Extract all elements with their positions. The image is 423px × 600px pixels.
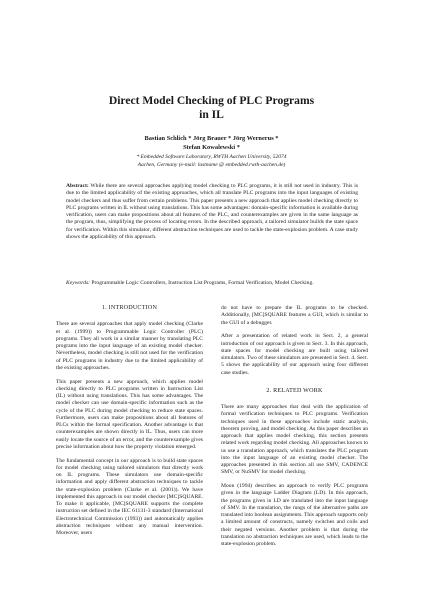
abstract-text: While there are several approaches applying model checking to PLC programs, it is still not used in industry. This is due to the limited applicability of the existing approaches, which all translate PLC programs into the input languages of existing model checkers and thus suffer from certain problems. This paper presents a new approach that applies model checking directly to PLC programs written in IL without using translations. This has some advantages: domain-specific information is available during verification, users can make propositions about all features of the PLC, and counterexamples are given in the same language as the program, thus, simplifying the process of locating errors. In the described approach, a tailored simulator builds the state space for verification. Within this simulator, different abstraction techniques are used to tackle the state-explosion problem. A case study shows the applicability of this approach. (66, 183, 358, 241)
keywords-label: Keywords: (66, 280, 91, 286)
left-column (56, 305, 203, 544)
intro-paragraph-3: The fundamental concept in our approach is to build state spaces for model checking using tailored simulators that directly work on IL programs. These simulators use domain-specific information and apply different abstraction techniques to tackle the state-explosion problem (Clarke et al. (2001)). We have implemented this approach in our model checker [MC]SQUARE. To make it applicable, [MC]SQUARE supports the complete instruction set defined in the IEC 61131-3 standard (International Electrotechnical Commission (1993)) and automatically applies abstraction techniques without any manual intervention. Moreover, users (56, 457, 203, 537)
title-line-1: Direct Model Checking of PLC Programs (108, 94, 315, 107)
affiliation (0, 154, 423, 169)
intro-paragraph-4: do not have to prepare the IL programs to be checked. Additionally, [MC]SQUARE features a GUI, which is similar to the GUI of a debugger. (221, 305, 368, 326)
keywords (66, 280, 358, 287)
abstract-label: Abstract: (66, 183, 89, 189)
intro-paragraph-1: There are several approaches that apply model checking (Clarke et al. (1999)) to Programmable Logic Controller (PLC) programs. They all work in a similar manner by translating PLC programs into the input language of an existing model checker. Nevertheless, model checking is still not used for the verification of PLC programs in industry due to the limited applicability of the existing approaches. (56, 321, 203, 371)
title-line-2: in IL (199, 108, 224, 121)
intro-paragraph-2: This paper presents a new approach, which applies model checking directly to PLC programs written in Instruction List (IL) without using translations. This has some advantages. The model checker can use domain-specific information such as the cycle of the PLC during model checking to reduce state spaces. Furthermore, users can make propositions about all features of PLCs within the formal specification. Another advantage is that counterexamples are shown directly in IL. Thus, users can more easily locate the source of an error, and the counterexample gives precise information about how the property violation emerged. (56, 378, 203, 450)
paper-title (0, 94, 423, 122)
affiliation-line-1: * Embedded Software Laboratory, RWTH Aachen University, 52074 (136, 154, 287, 160)
right-column (221, 305, 368, 555)
author-list (0, 134, 423, 152)
related-work-paragraph-2: Moon (1994) describes an approach to verify PLC programs given in the language Ladder Diagram (LD). In this approach, the programs given in LD are translated into the input language of SMV. In the translation, the rungs of the alternative paths are translated into boolean assignments. This approach supports only a limited amount of constructs, namely switches and coils and their negated versions. Another problem is that during the translation no abstraction techniques are used, which leads to the state-explosion problem. (221, 483, 368, 548)
authors-line-1: Bastian Schlich * Jörg Brauer * Jörg Wernerus * (144, 135, 279, 142)
section-heading-introduction: 1. INTRODUCTION (101, 305, 158, 311)
keywords-text: Programmable Logic Controllers, Instruction List Programs, Formal Verification, Model Checking. (90, 280, 314, 286)
intro-paragraph-5: After a presentation of related work in Sect. 2, a general introduction of our approach is given in Sect. 3. In this approach, state spaces for model checking are built using tailored simulators. Two of these simulators are presented in Sect. 4. Sect. 5 shows the applicability of our approach using four different case studies. (221, 333, 368, 376)
related-work-paragraph-1: There are many approaches that deal with the application of formal verification techniques to PLC programs. Verification techniques used in these approaches include static analysis, theorem proving, and model checking. As this paper describes an approach that applies model checking, this section presents related work regarding model checking. All approaches known to us use a translation approach, which translates the PLC program into the input language of an existing model checker. The approaches presented in this section all use SMV, CADENCE SMV, or NuSMV for model checking. (221, 404, 368, 476)
abstract (66, 183, 358, 241)
affiliation-line-2: Aachen, Germany (e-mail: lastname @ embedded.rwth-aachen.de) (137, 161, 286, 168)
section-heading-related-work: 2. RELATED WORK (266, 387, 323, 394)
authors-line-2: Stefan Kowalewski * (183, 144, 240, 151)
